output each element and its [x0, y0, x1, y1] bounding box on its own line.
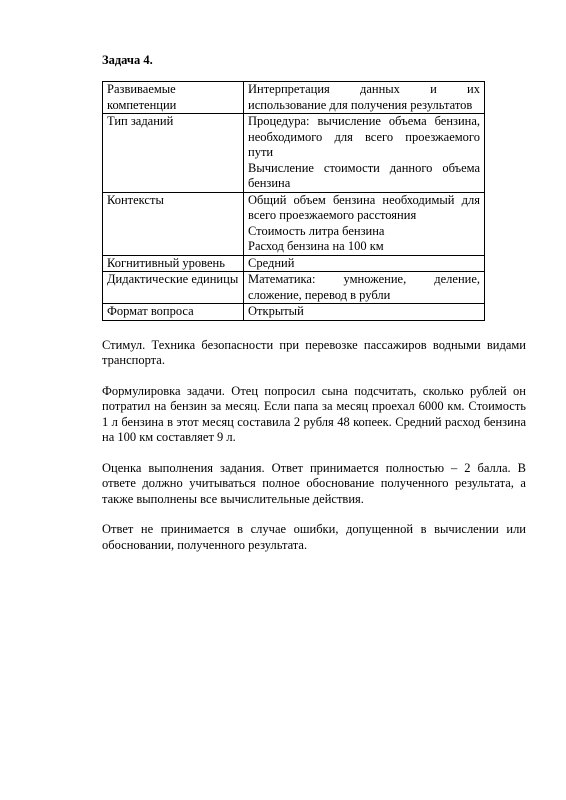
row-label: Развиваемые компетенции — [103, 82, 244, 114]
row-value-line: Расход бензина на 100 км — [248, 239, 384, 253]
row-value-line: Математика: умножение, деление, сложение, перевод в рубли — [248, 272, 480, 302]
table-row — [103, 114, 485, 193]
row-value — [244, 272, 485, 304]
task-title: Задача 4. — [102, 53, 153, 67]
table-row — [103, 304, 485, 321]
row-value — [244, 192, 485, 255]
row-value-line: Интерпретация данных и их использование для получения результатов — [248, 82, 480, 112]
row-value — [244, 82, 485, 114]
row-label: Когнитивный уровень — [103, 255, 244, 272]
row-value-line: Вычисление стоимости данного объема бензина — [248, 160, 480, 190]
row-label: Формат вопроса — [103, 304, 244, 321]
evaluation-paragraph: Оценка выполнения задания. Ответ принимается полностью – 2 балла. В ответе должно учитываться полное обоснование полученного результата, а также выполнены все вычислительные действия. — [102, 460, 526, 506]
table-row — [103, 255, 485, 272]
task-description — [102, 338, 526, 554]
document-page — [102, 53, 526, 568]
row-label: Контексты — [103, 192, 244, 255]
row-value-line: Открытый — [248, 304, 304, 318]
row-value — [244, 114, 485, 193]
row-value-line: Средний — [248, 255, 295, 270]
row-value-line: Общий объем бензина необходимый для всего проезжаемого расстояния — [248, 192, 480, 222]
row-value-line: Процедура: вычисление объема бензина, необходимого для всего проезжаемого пути — [248, 114, 480, 159]
stimulus-paragraph: Стимул. Техника безопасности при перевозке пассажиров водными видами транспорта. — [102, 337, 526, 367]
row-value — [244, 255, 485, 272]
task-parameters-table — [102, 81, 485, 321]
formulation-paragraph: Формулировка задачи. Отец попросил сына подсчитать, сколько рублей он потратил на бензин за месяц. Если папа за месяц проехал 6000 км. Стоимость 1 л бензина в этот месяц составила 2 рубля 48 копеек. Средний расход бензина на 100 км составляет 9 л. — [102, 383, 526, 444]
row-label: Дидактические единицы — [103, 272, 244, 304]
table-row — [103, 192, 485, 255]
row-value-line: Стоимость литра бензина — [248, 223, 385, 238]
rejection-paragraph: Ответ не принимается в случае ошибки, допущенной в вычислении или обосновании, полученного результата. — [102, 522, 526, 552]
table-row — [103, 272, 485, 304]
row-label: Тип заданий — [103, 114, 244, 193]
row-value — [244, 304, 485, 321]
table-row — [103, 82, 485, 114]
